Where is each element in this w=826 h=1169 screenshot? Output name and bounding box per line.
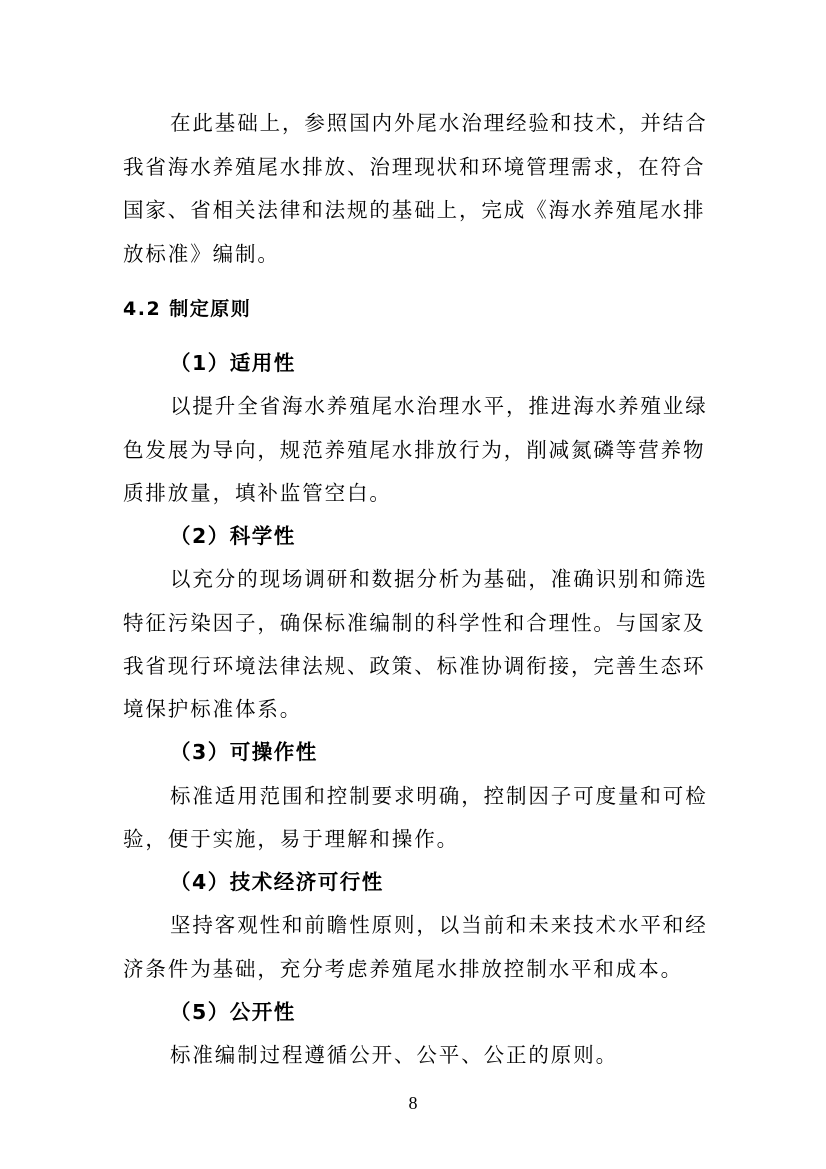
intro-line: 放标准》编制。 — [123, 242, 280, 266]
page-number: 8 — [408, 1093, 418, 1113]
principle-line: 质排放量，填补监管空白。 — [123, 481, 392, 505]
principle-line: 坚持客观性和前瞻性原则，以当前和未来技术水平和经 — [170, 913, 708, 937]
principle-line: 特征污染因子，确保标准编制的科学性和合理性。与国家及 — [123, 611, 706, 635]
principle-line: 以提升全省海水养殖尾水治理水平，推进海水养殖业绿 — [170, 394, 708, 418]
principle-line: 济条件为基础，充分考虑养殖尾水排放控制水平和成本。 — [123, 957, 683, 981]
principle-heading: （2）科学性 — [170, 524, 296, 548]
principle-heading: （3）可操作性 — [170, 740, 318, 764]
intro-line: 我省海水养殖尾水排放、治理现状和环境管理需求，在符合 — [123, 155, 706, 179]
principle-line: 标准编制过程遵循公开、公平、公正的原则。 — [170, 1043, 618, 1067]
principle-heading: （4）技术经济可行性 — [170, 870, 384, 894]
principle-line: 验，便于实施，易于理解和操作。 — [123, 827, 459, 851]
section-heading: 4.2 制定原则 — [123, 298, 252, 320]
principle-line: 标准适用范围和控制要求明确，控制因子可度量和可检 — [170, 784, 708, 808]
principle-line: 以充分的现场调研和数据分析为基础，准确识别和筛选 — [170, 567, 708, 591]
intro-line: 国家、省相关法律和法规的基础上，完成《海水养殖尾水排 — [123, 198, 706, 222]
intro-line: 在此基础上，参照国内外尾水治理经验和技术，并结合 — [170, 111, 708, 135]
principle-heading: （5）公开性 — [170, 1000, 296, 1024]
principle-line: 色发展为导向，规范养殖尾水排放行为，削减氮磷等营养物 — [123, 438, 706, 462]
principle-line: 境保护标准体系。 — [123, 697, 303, 721]
principle-heading: （1）适用性 — [170, 351, 296, 375]
principle-line: 我省现行环境法律法规、政策、标准协调衔接，完善生态环 — [123, 654, 706, 678]
